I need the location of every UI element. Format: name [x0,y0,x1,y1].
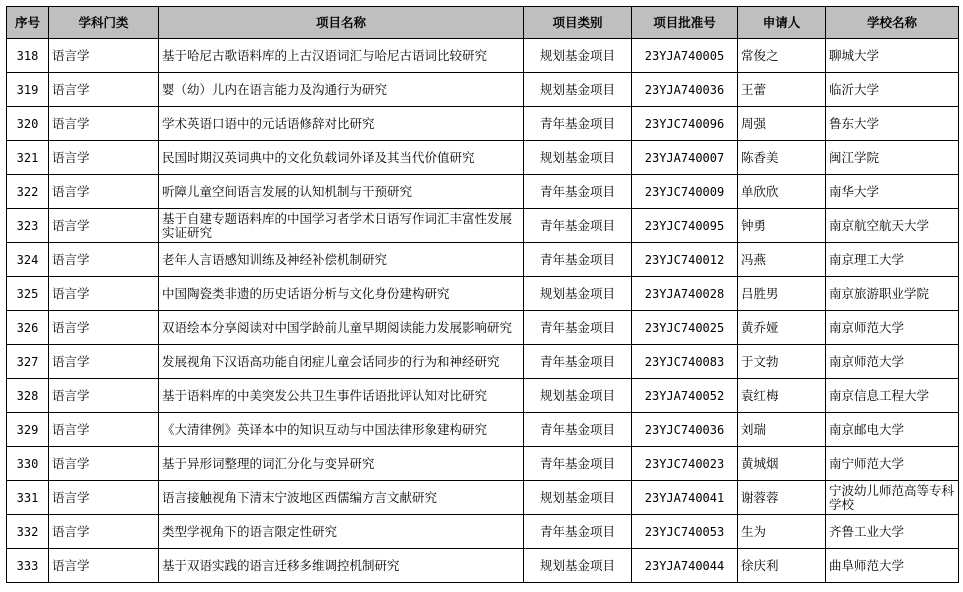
cell-applicant: 周强 [738,107,826,141]
table-row [7,39,959,73]
cell-school: 南京旅游职业学院 [826,277,959,311]
header-approval-code: 项目批准号 [632,7,738,39]
table-row [7,413,959,447]
table-row [7,243,959,277]
cell-category: 青年基金项目 [524,209,632,243]
cell-category: 规划基金项目 [524,481,632,515]
cell-category: 青年基金项目 [524,345,632,379]
cell-school: 曲阜师范大学 [826,549,959,583]
cell-school: 临沂大学 [826,73,959,107]
cell-approval-code: 23YJA740005 [632,39,738,73]
cell-approval-code: 23YJC740025 [632,311,738,345]
cell-category: 青年基金项目 [524,515,632,549]
table-row [7,549,959,583]
cell-approval-code: 23YJC740083 [632,345,738,379]
cell-category: 青年基金项目 [524,311,632,345]
cell-approval-code: 23YJC740095 [632,209,738,243]
cell-applicant: 刘瑞 [738,413,826,447]
cell-category: 规划基金项目 [524,549,632,583]
cell-discipline: 语言学 [49,209,159,243]
cell-project-title: 类型学视角下的语言限定性研究 [159,515,524,549]
cell-discipline: 语言学 [49,73,159,107]
cell-applicant: 王蕾 [738,73,826,107]
header-seq: 序号 [7,7,49,39]
cell-discipline: 语言学 [49,175,159,209]
cell-category: 规划基金项目 [524,141,632,175]
cell-seq: 326 [7,311,49,345]
cell-category: 规划基金项目 [524,379,632,413]
table-row [7,481,959,515]
table-row [7,209,959,243]
cell-applicant: 单欣欣 [738,175,826,209]
cell-approval-code: 23YJC740023 [632,447,738,481]
cell-seq: 318 [7,39,49,73]
cell-project-title: 语言接触视角下清末宁波地区西儒编方言文献研究 [159,481,524,515]
cell-school: 南京邮电大学 [826,413,959,447]
cell-project-title: 基于哈尼古歌语料库的上古汉语词汇与哈尼古语词比较研究 [159,39,524,73]
cell-category: 青年基金项目 [524,175,632,209]
cell-approval-code: 23YJC740096 [632,107,738,141]
cell-discipline: 语言学 [49,141,159,175]
cell-discipline: 语言学 [49,549,159,583]
cell-approval-code: 23YJC740036 [632,413,738,447]
cell-project-title: 基于异形词整理的词汇分化与变异研究 [159,447,524,481]
cell-project-title: 《大清律例》英译本中的知识互动与中国法律形象建构研究 [159,413,524,447]
cell-discipline: 语言学 [49,413,159,447]
cell-category: 青年基金项目 [524,447,632,481]
cell-category: 规划基金项目 [524,277,632,311]
cell-applicant: 吕胜男 [738,277,826,311]
cell-seq: 328 [7,379,49,413]
cell-approval-code: 23YJA740036 [632,73,738,107]
cell-seq: 329 [7,413,49,447]
cell-approval-code: 23YJA740052 [632,379,738,413]
cell-discipline: 语言学 [49,379,159,413]
cell-discipline: 语言学 [49,39,159,73]
cell-approval-code: 23YJC740012 [632,243,738,277]
cell-seq: 319 [7,73,49,107]
cell-seq: 330 [7,447,49,481]
table-row [7,175,959,209]
cell-applicant: 黄乔娅 [738,311,826,345]
cell-project-title: 发展视角下汉语高功能自闭症儿童会话同步的行为和神经研究 [159,345,524,379]
table-row [7,311,959,345]
cell-approval-code: 23YJA740041 [632,481,738,515]
header-project-title: 项目名称 [159,7,524,39]
cell-discipline: 语言学 [49,243,159,277]
cell-seq: 327 [7,345,49,379]
cell-approval-code: 23YJC740053 [632,515,738,549]
cell-school: 南京信息工程大学 [826,379,959,413]
cell-school: 南京航空航天大学 [826,209,959,243]
cell-approval-code: 23YJC740009 [632,175,738,209]
cell-discipline: 语言学 [49,515,159,549]
cell-applicant: 钟勇 [738,209,826,243]
cell-project-title: 双语绘本分享阅读对中国学龄前儿童早期阅读能力发展影响研究 [159,311,524,345]
cell-applicant: 冯燕 [738,243,826,277]
cell-seq: 322 [7,175,49,209]
cell-seq: 320 [7,107,49,141]
cell-project-title: 基于自建专题语料库的中国学习者学术日语写作词汇丰富性发展实证研究 [159,209,524,243]
cell-school: 南宁师范大学 [826,447,959,481]
cell-applicant: 于文勃 [738,345,826,379]
cell-seq: 324 [7,243,49,277]
cell-school: 南华大学 [826,175,959,209]
cell-school: 齐鲁工业大学 [826,515,959,549]
cell-category: 青年基金项目 [524,107,632,141]
header-school: 学校名称 [826,7,959,39]
cell-discipline: 语言学 [49,447,159,481]
table-row [7,141,959,175]
cell-school: 南京师范大学 [826,311,959,345]
cell-discipline: 语言学 [49,481,159,515]
cell-school: 闽江学院 [826,141,959,175]
table-row [7,379,959,413]
cell-applicant: 生为 [738,515,826,549]
cell-discipline: 语言学 [49,277,159,311]
cell-project-title: 婴（幼）儿内在语言能力及沟通行为研究 [159,73,524,107]
cell-seq: 325 [7,277,49,311]
cell-project-title: 中国陶瓷类非遗的历史话语分析与文化身份建构研究 [159,277,524,311]
header-category: 项目类别 [524,7,632,39]
cell-category: 规划基金项目 [524,73,632,107]
table-row [7,73,959,107]
table-row [7,345,959,379]
cell-project-title: 基于语料库的中美突发公共卫生事件话语批评认知对比研究 [159,379,524,413]
cell-discipline: 语言学 [49,345,159,379]
cell-discipline: 语言学 [49,107,159,141]
cell-project-title: 基于双语实践的语言迁移多维调控机制研究 [159,549,524,583]
cell-applicant: 徐庆利 [738,549,826,583]
cell-project-title: 老年人言语感知训练及神经补偿机制研究 [159,243,524,277]
cell-approval-code: 23YJA740044 [632,549,738,583]
project-table [6,6,959,583]
cell-applicant: 常俊之 [738,39,826,73]
table-body [7,39,959,583]
cell-applicant: 陈香美 [738,141,826,175]
cell-discipline: 语言学 [49,311,159,345]
table-row [7,447,959,481]
cell-applicant: 黄城烟 [738,447,826,481]
cell-project-title: 听障儿童空间语言发展的认知机制与干预研究 [159,175,524,209]
cell-seq: 333 [7,549,49,583]
cell-school: 南京师范大学 [826,345,959,379]
cell-approval-code: 23YJA740007 [632,141,738,175]
cell-category: 青年基金项目 [524,413,632,447]
cell-applicant: 谢蓉蓉 [738,481,826,515]
cell-school: 聊城大学 [826,39,959,73]
header-applicant: 申请人 [738,7,826,39]
header-row [7,7,959,39]
cell-approval-code: 23YJA740028 [632,277,738,311]
cell-seq: 323 [7,209,49,243]
cell-school: 宁波幼儿师范高等专科学校 [826,481,959,515]
cell-category: 青年基金项目 [524,243,632,277]
table-row [7,277,959,311]
cell-applicant: 袁红梅 [738,379,826,413]
cell-seq: 321 [7,141,49,175]
cell-category: 规划基金项目 [524,39,632,73]
cell-project-title: 学术英语口语中的元话语修辞对比研究 [159,107,524,141]
cell-school: 鲁东大学 [826,107,959,141]
cell-seq: 332 [7,515,49,549]
cell-seq: 331 [7,481,49,515]
cell-project-title: 民国时期汉英词典中的文化负载词外译及其当代价值研究 [159,141,524,175]
cell-school: 南京理工大学 [826,243,959,277]
table-row [7,107,959,141]
header-discipline: 学科门类 [49,7,159,39]
table-row [7,515,959,549]
